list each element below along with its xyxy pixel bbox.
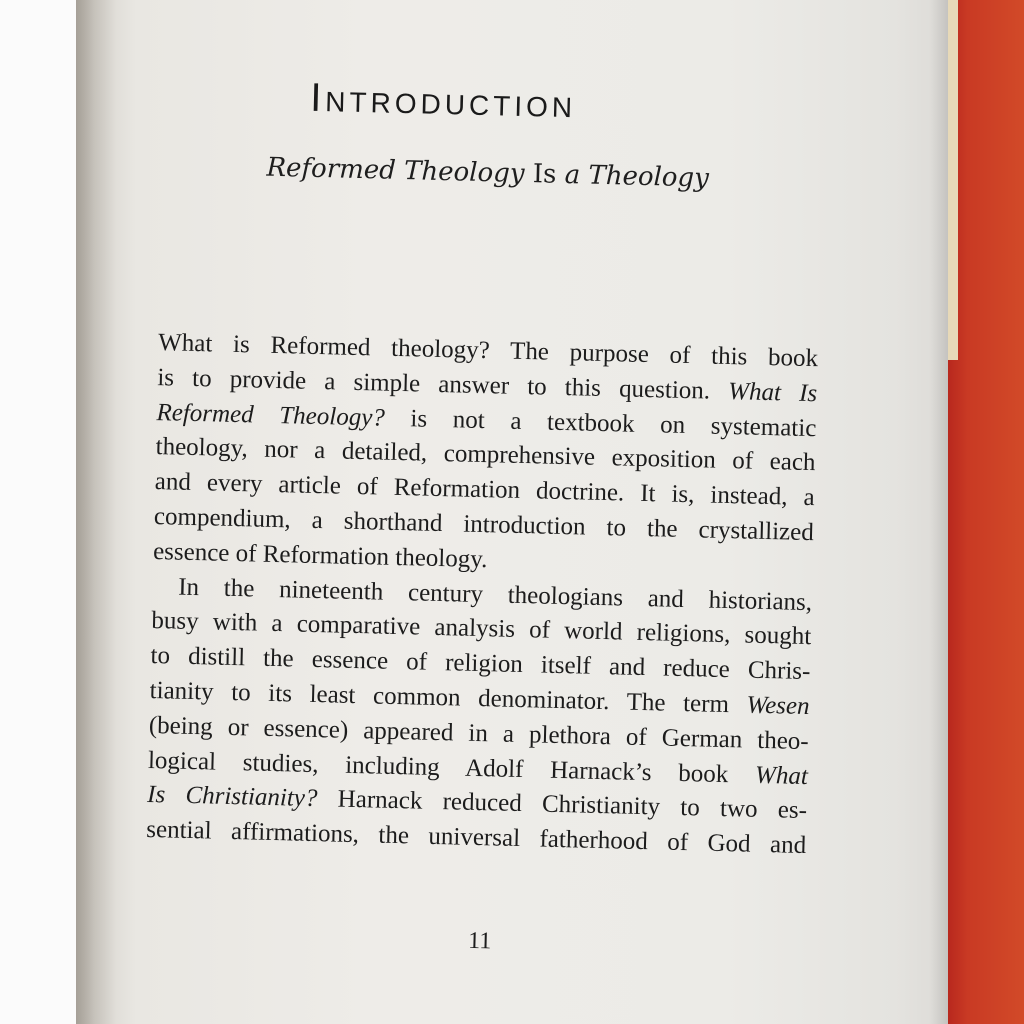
subtitle-part: Is [524, 158, 566, 190]
text-run: Harnack reduced Christianity to two es- [317, 785, 808, 825]
text-line: compendium, a shorthand introduction to the crystallized [153, 503, 815, 547]
text-line: essence of Reformation theology. [152, 537, 488, 573]
text-line: In the nineteenth century theologians and historians, [177, 573, 813, 616]
text-run: tianity to its least common denominator. The term [149, 676, 730, 719]
text-run: logical studies, including Adolf Harnack’s book [147, 746, 729, 788]
text-line: What is Reformed theology? The purpose of this book [157, 329, 819, 373]
book-title-italic: Reformed Theology? [156, 398, 386, 432]
book-title-italic: Is Christianity? [146, 781, 318, 813]
term-italic: Wesen [746, 691, 810, 721]
subtitle-part: Reformed Theology [266, 152, 525, 189]
text-line: (being or essence) appeared in a plethora of German theo- [148, 711, 810, 755]
text-run: is not a textbook on systematic [384, 404, 817, 442]
subtitle-part: Theology [579, 160, 710, 194]
subtitle-part: a [564, 159, 581, 191]
text-line: to distill the essence of religion itself and reduce Chris- [150, 642, 811, 686]
text-line: sential affirmations, the universal fatherhood of God and [146, 816, 807, 860]
text-line: theology, nor a detailed, comprehensive exposition of each [155, 433, 816, 477]
chapter-title: Introduction [309, 75, 577, 127]
text-line: busy with a comparative analysis of world religions, sought [151, 607, 812, 651]
body-text [146, 326, 819, 864]
book-title-italic: What [754, 761, 809, 790]
page-number: 11 [467, 927, 492, 955]
chapter-subtitle [266, 153, 737, 194]
book-title-italic: What Is [727, 377, 818, 407]
text-line: and every article of Reformation doctrine. It is, instead, a [154, 468, 815, 512]
text-run: is to provide a simple answer to this question. [157, 363, 711, 405]
